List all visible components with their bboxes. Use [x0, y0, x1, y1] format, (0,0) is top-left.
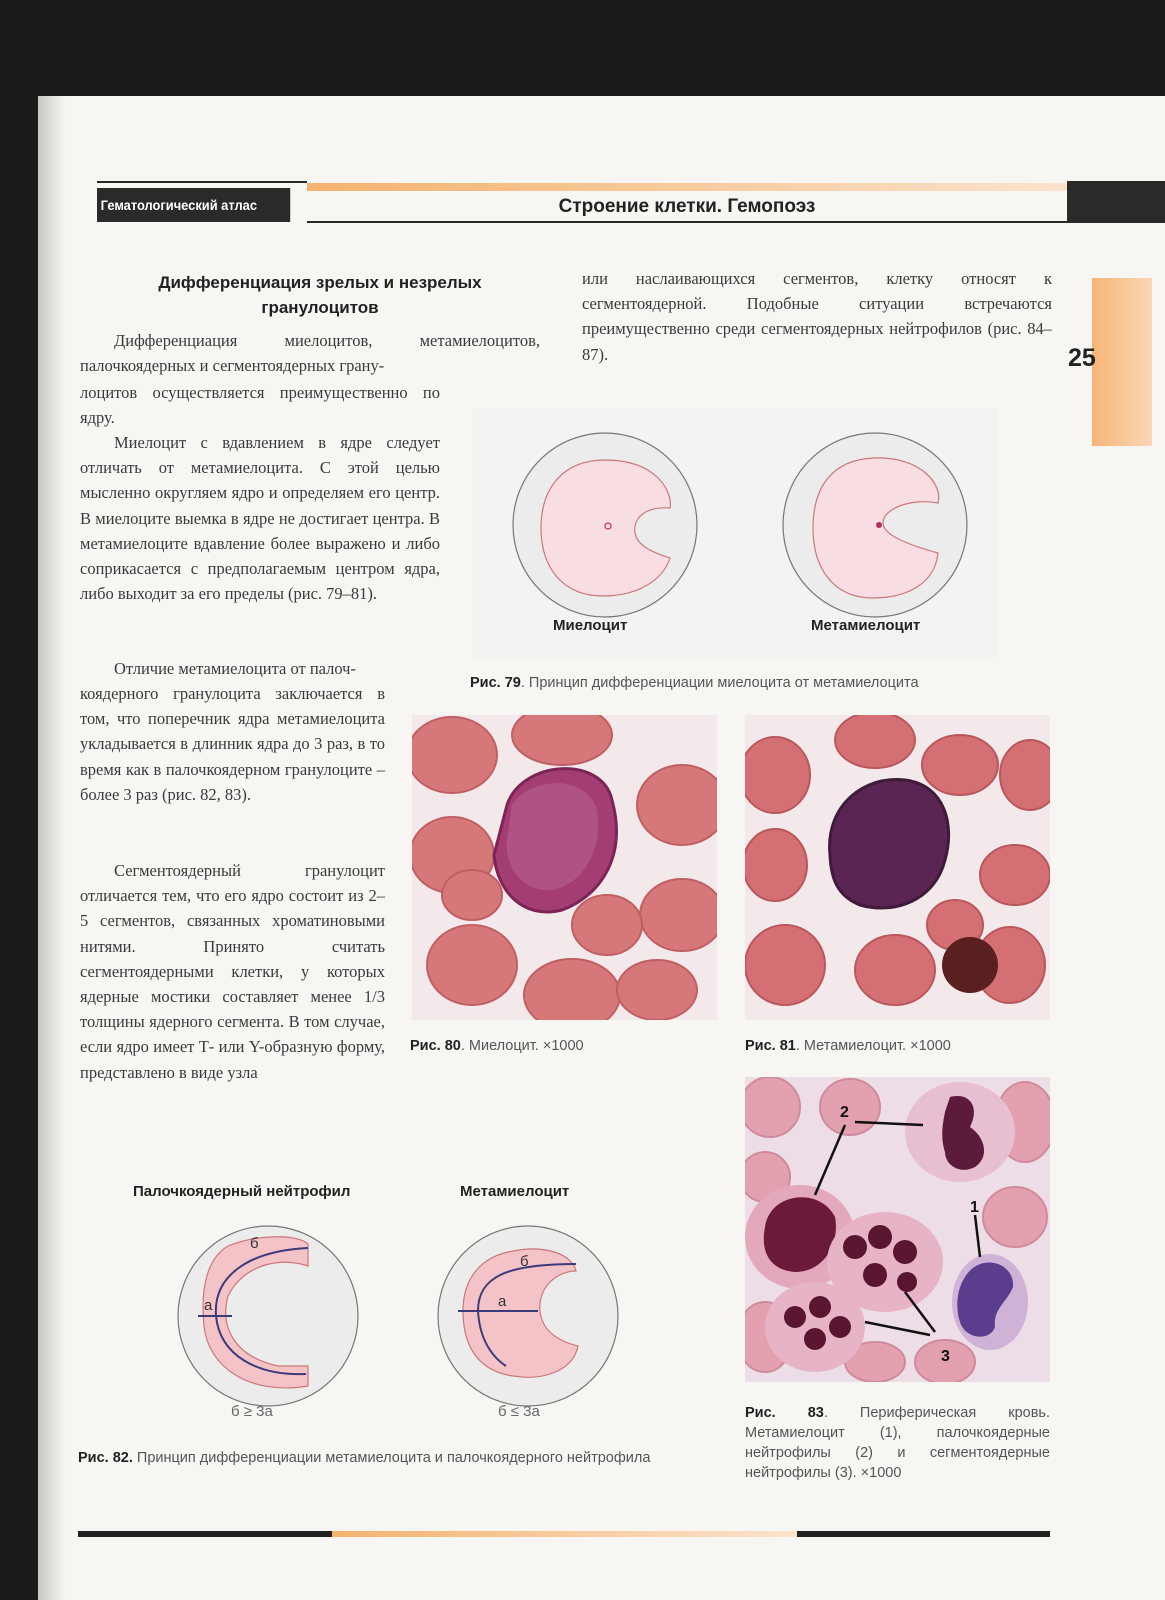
fig83-marker-1: 1 — [970, 1199, 979, 1216]
paragraph-2: Миелоцит с вдавлением в ядре следует отличать от метамиелоцита. С этой целью мысленно округляем ядро и определяем его центр. В миелоците выемка в ядре не достигает центра. В метамиелоците вдавление более выражено и либо соприкасается с предполагаемым центром ядра, либо выходит за его пределы (рис. 79–81). — [80, 433, 440, 604]
fig82-diagram — [128, 1176, 668, 1436]
fig79-caption-text: . Принцип дифференциации миелоцита от метамиелоцита — [520, 675, 919, 691]
fig82-caption — [78, 1448, 718, 1468]
footer-rule-right — [797, 1531, 1050, 1537]
page-number: 25 — [1068, 344, 1096, 372]
fig79-label-right: Метамиелоцит — [811, 617, 921, 634]
fig79-caption — [470, 673, 919, 693]
header-rule-bottom — [307, 221, 1067, 223]
paragraph-1b: лоцитов осуществляется преимущественно по ядру. — [80, 383, 440, 428]
fig82-caption-num: Рис. 82. — [78, 1450, 133, 1466]
header-rule-left — [97, 181, 307, 183]
fig79-caption-num: Рис. 79 — [470, 675, 521, 691]
fig80-caption — [410, 1036, 584, 1056]
section-title: Строение клетки. Гемопоэз — [558, 196, 816, 217]
meta-letter-a: а — [498, 1293, 507, 1310]
fig82-title-right: Метамиелоцит — [460, 1183, 570, 1200]
paragraph-1a: Дифференциация миелоцитов, метамиелоцитов, палочкоядерных и сегментоядерных грану- — [80, 331, 540, 376]
band-letter-b: б — [250, 1235, 259, 1252]
footer-rule-left — [78, 1531, 332, 1537]
paragraph-3a: Отличие метамиелоцита от палоч- — [114, 659, 356, 678]
section-heading: Дифференциация зрелых и незрелых гранулоцитов — [158, 273, 482, 317]
header-orange-band — [307, 183, 1067, 191]
header-black-block — [1067, 181, 1165, 223]
paragraph-4: Сегментоядерный гранулоцит отличается тем, что его ядро состоит из 2–5 сегментов, связанных хроматиновыми нитями. Принято считать сегментоядерными клетки, у которых ядерные мостики составляет менее 1/3 толщины ядерного сегмента. В том случае, если ядро имеет Т- или Y-образную форму, представлено в виде узла — [80, 861, 385, 1082]
fig79-label-left: Миелоцит — [553, 617, 628, 634]
paragraph-col2: или наслаивающихся сегментов, клетку относят к сегментоядерной. Подобные ситуации встречаются преимущественно среди сегментоядерных нейтрофилов (рис. 84–87). — [582, 269, 1052, 364]
fig81-caption-text: . Метамиелоцит. ×1000 — [795, 1038, 951, 1054]
fig83-caption — [745, 1403, 1050, 1483]
fig83-marker-2: 2 — [840, 1104, 849, 1121]
fig80-caption-text: . Миелоцит. ×1000 — [460, 1038, 584, 1054]
fig83-micrograph — [745, 1077, 1050, 1382]
meta-letter-b: б — [520, 1253, 529, 1270]
fig82-formula-right: б ≤ 3а — [498, 1403, 540, 1420]
fig83-caption-text: . Периферическая кровь. Метамиелоцит (1), палочкоядерные нейтрофилы (2) и сегментоядерные нейтрофилы (3). ×1000 — [745, 1405, 1050, 1481]
metamyelocyte-cell — [830, 779, 949, 908]
paragraph-3b: коядерного гранулоцита заключается в том, что поперечник ядра метамиелоцита укладывается в длинник ядра до 3 раз, в то время как в палочкоядерном гранулоците – более 3 раз (рис. 82, 83). — [80, 684, 385, 804]
fig81-caption — [745, 1036, 951, 1056]
fig82-title-left: Палочкоядерный нейтрофил — [133, 1183, 351, 1200]
side-tab — [1092, 278, 1152, 446]
band-letter-a: а — [204, 1297, 213, 1314]
footer-rule-orange — [332, 1531, 797, 1537]
fig80-caption-num: Рис. 80 — [410, 1038, 461, 1054]
fig81-micrograph — [745, 715, 1050, 1020]
metamyelocyte-center — [876, 522, 882, 528]
fig83-marker-3: 3 — [941, 1348, 950, 1365]
fig79-diagram — [473, 408, 998, 658]
fig80-micrograph — [412, 715, 717, 1020]
fig82-formula-left: б ≥ 3а — [231, 1403, 273, 1420]
atlas-label: Гематологический атлас — [97, 188, 290, 222]
fig81-caption-num: Рис. 81 — [745, 1038, 796, 1054]
fig82-caption-text: Принцип дифференциации метамиелоцита и палочкоядерного нейтрофила — [132, 1450, 651, 1466]
page-gutter — [38, 96, 66, 1600]
fig83-caption-num: Рис. 83 — [745, 1405, 824, 1421]
